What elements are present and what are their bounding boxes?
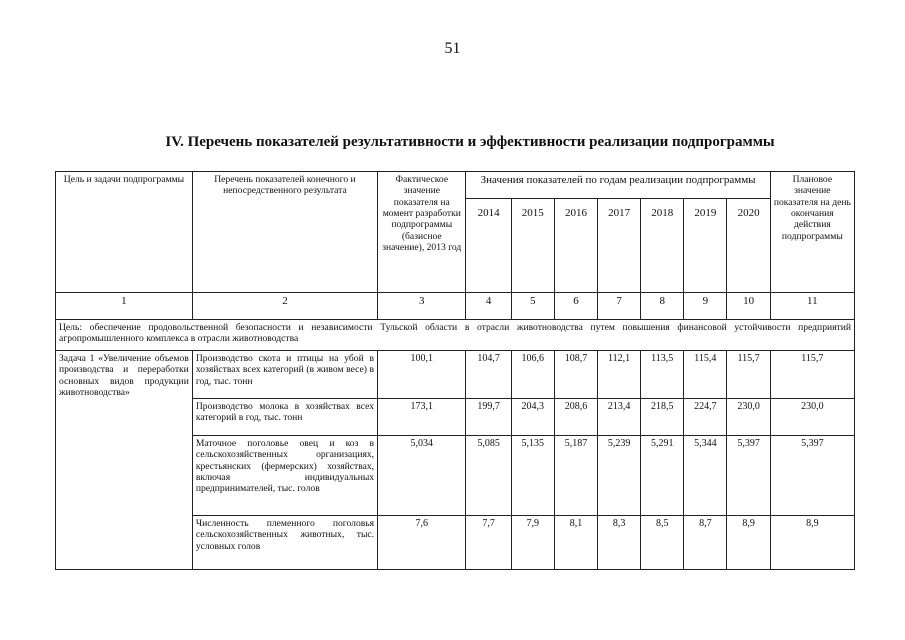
year-value: 5,397 [727, 436, 770, 516]
planned-value: 115,7 [770, 351, 854, 399]
column-number: 6 [554, 293, 597, 320]
year-value: 213,4 [598, 399, 641, 436]
year-value: 7,7 [466, 516, 511, 570]
year-value: 8,3 [598, 516, 641, 570]
indicator-name: Маточное поголовье овец и коз в сельскохозяйственных организациях, крестьянских (фермерских) хозяйствах, включая индивидуальных предпринимателей, тыс. голов [192, 436, 377, 516]
year-value: 115,7 [727, 351, 770, 399]
indicator-name: Производство молока в хозяйствах всех категорий в год, тыс. тонн [192, 399, 377, 436]
year-value: 115,4 [684, 351, 727, 399]
year-value: 7,9 [511, 516, 554, 570]
column-number: 7 [598, 293, 641, 320]
column-number: 4 [466, 293, 511, 320]
header-goal: Цель и задачи подпрограммы [56, 172, 193, 293]
year-value: 113,5 [641, 351, 684, 399]
planned-value: 5,397 [770, 436, 854, 516]
year-value: 8,7 [684, 516, 727, 570]
planned-value: 230,0 [770, 399, 854, 436]
header-planned-value: Плановое значение показателя на день окончания действия подпрограммы [770, 172, 854, 293]
goal-text: Цель: обеспечение продовольственной безопасности и независимости Тульской области в отрасли животноводства путем повышения финансовой устойчивости предприятий агропромышленного комплекса в отрасли животноводства [56, 320, 855, 351]
year-value: 5,291 [641, 436, 684, 516]
header-year: 2016 [554, 199, 597, 293]
year-value: 230,0 [727, 399, 770, 436]
year-value: 204,3 [511, 399, 554, 436]
year-value: 108,7 [554, 351, 597, 399]
year-value: 218,5 [641, 399, 684, 436]
planned-value: 8,9 [770, 516, 854, 570]
indicator-name: Производство скота и птицы на убой в хозяйствах всех категорий (в живом весе) в год, тыс. тонн [192, 351, 377, 399]
year-value: 8,9 [727, 516, 770, 570]
indicator-name: Численность племенного поголовья сельскохозяйственных животных, тыс. условных голов [192, 516, 377, 570]
column-number: 5 [511, 293, 554, 320]
table-row [56, 351, 855, 399]
header-year: 2018 [641, 199, 684, 293]
column-number: 1 [56, 293, 193, 320]
base-value: 100,1 [378, 351, 466, 399]
year-value: 106,6 [511, 351, 554, 399]
header-year: 2017 [598, 199, 641, 293]
page-title: IV. Перечень показателей результативности и эффективности реализации подпрограммы [165, 134, 775, 150]
header-year: 2014 [466, 199, 511, 293]
year-value: 224,7 [684, 399, 727, 436]
column-number: 10 [727, 293, 770, 320]
year-value: 112,1 [598, 351, 641, 399]
year-value: 5,344 [684, 436, 727, 516]
header-year: 2020 [727, 199, 770, 293]
year-value: 5,085 [466, 436, 511, 516]
column-number: 11 [770, 293, 854, 320]
header-actual-value: Фактическое значение показателя на момент разработки подпрограммы (базисное значение), 2013 год [378, 172, 466, 293]
indicators-table [55, 171, 855, 570]
page-number: 51 [444, 40, 461, 57]
year-value: 5,135 [511, 436, 554, 516]
column-number: 9 [684, 293, 727, 320]
column-number: 3 [378, 293, 466, 320]
year-value: 5,187 [554, 436, 597, 516]
base-value: 173,1 [378, 399, 466, 436]
year-value: 199,7 [466, 399, 511, 436]
column-number: 8 [641, 293, 684, 320]
year-value: 104,7 [466, 351, 511, 399]
year-value: 8,5 [641, 516, 684, 570]
task-text: Задача 1 «Увеличение объемов производства и переработки основных видов продукции животноводства» [56, 351, 193, 570]
header-year: 2015 [511, 199, 554, 293]
year-value: 208,6 [554, 399, 597, 436]
base-value: 5,034 [378, 436, 466, 516]
column-number: 2 [192, 293, 377, 320]
column-numbers-row [56, 293, 855, 320]
header-indicators: Перечень показателей конечного и непосредственного результата [192, 172, 377, 293]
header-year: 2019 [684, 199, 727, 293]
header-years-group: Значения показателей по годам реализации подпрограммы [466, 172, 770, 199]
year-value: 5,239 [598, 436, 641, 516]
base-value: 7,6 [378, 516, 466, 570]
year-value: 8,1 [554, 516, 597, 570]
